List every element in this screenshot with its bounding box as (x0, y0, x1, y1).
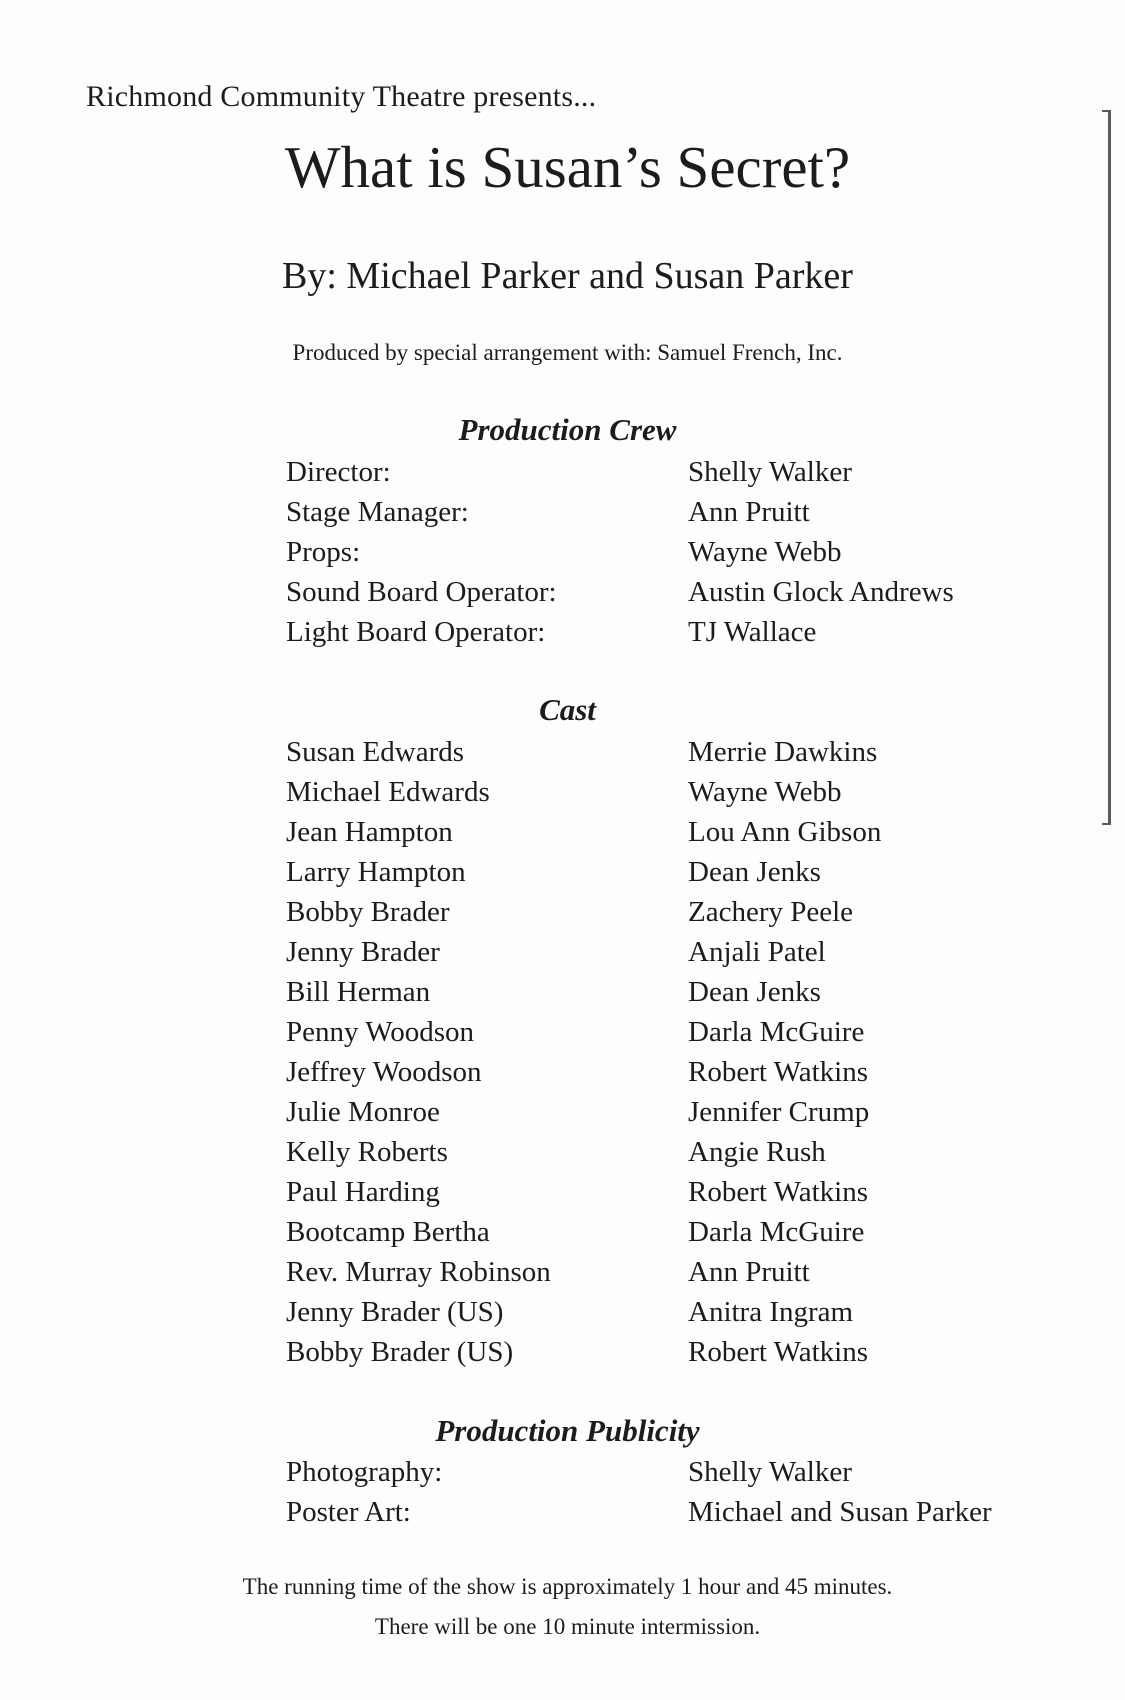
cast-row (286, 972, 1086, 1012)
cast-actor: Wayne Webb (688, 776, 842, 808)
cast-row (286, 1332, 1086, 1372)
cast-role: Julie Monroe (286, 1096, 440, 1128)
cast-actor: Anitra Ingram (688, 1296, 854, 1328)
cast-actor: Anjali Patel (688, 936, 826, 968)
cast-role: Bobby Brader (US) (286, 1336, 514, 1368)
byline: By: Michael Parker and Susan Parker (282, 255, 853, 297)
crew-row (286, 452, 1086, 492)
intermission-note: There will be one 10 minute intermission. (374, 1614, 761, 1639)
cast-row (286, 1092, 1086, 1132)
cast-row (286, 732, 1086, 772)
cast-row (286, 1212, 1086, 1252)
crew-row (286, 612, 1086, 652)
publicity-role: Poster Art: (286, 1496, 411, 1528)
crew-name: Austin Glock Andrews (688, 576, 954, 608)
production-publicity-heading: Production Publicity (435, 1413, 700, 1448)
crew-row (286, 572, 1086, 612)
publicity-name: Shelly Walker (688, 1456, 852, 1488)
publicity-row (286, 1452, 1086, 1492)
cast-role: Michael Edwards (286, 776, 490, 808)
production-publicity-list (286, 1452, 1086, 1532)
crew-name: Ann Pruitt (688, 496, 810, 528)
cast-list (286, 732, 1086, 1372)
page-edge-tick-top (1102, 110, 1110, 112)
cast-role: Larry Hampton (286, 856, 466, 888)
cast-role: Jenny Brader (286, 936, 440, 968)
crew-row (286, 492, 1086, 532)
cast-actor: Robert Watkins (688, 1056, 868, 1088)
production-crew-list (286, 452, 1086, 652)
cast-row (286, 892, 1086, 932)
publicity-name: Michael and Susan Parker (688, 1496, 992, 1528)
cast-role: Bootcamp Bertha (286, 1216, 490, 1248)
crew-name: Shelly Walker (688, 456, 852, 488)
cast-actor: Lou Ann Gibson (688, 816, 882, 848)
cast-role: Rev. Murray Robinson (286, 1256, 551, 1288)
cast-role: Susan Edwards (286, 736, 465, 768)
cast-heading: Cast (539, 692, 596, 727)
cast-row (286, 1172, 1086, 1212)
cast-role: Jeffrey Woodson (286, 1056, 482, 1088)
crew-role: Director: (286, 456, 391, 488)
cast-row (286, 1012, 1086, 1052)
cast-actor: Dean Jenks (688, 856, 821, 888)
crew-role: Light Board Operator: (286, 616, 546, 648)
cast-actor: Darla McGuire (688, 1216, 865, 1248)
cast-role: Kelly Roberts (286, 1136, 448, 1168)
page-edge-tick-bottom (1102, 823, 1110, 825)
cast-row (286, 1292, 1086, 1332)
cast-row (286, 852, 1086, 892)
cast-role: Bobby Brader (286, 896, 450, 928)
cast-actor: Jennifer Crump (688, 1096, 870, 1128)
page-edge-bracket (1108, 110, 1111, 825)
cast-row (286, 812, 1086, 852)
cast-actor: Robert Watkins (688, 1176, 868, 1208)
cast-role: Paul Harding (286, 1176, 440, 1208)
cast-row (286, 1252, 1086, 1292)
production-crew-heading: Production Crew (458, 412, 677, 447)
crew-name: TJ Wallace (688, 616, 817, 648)
crew-role: Sound Board Operator: (286, 576, 557, 608)
running-time-note: The running time of the show is approximately 1 hour and 45 minutes. (242, 1574, 893, 1599)
cast-actor: Robert Watkins (688, 1336, 868, 1368)
arrangement-note: Produced by special arrangement with: Samuel French, Inc. (292, 340, 843, 365)
cast-row (286, 772, 1086, 812)
cast-actor: Darla McGuire (688, 1016, 865, 1048)
crew-name: Wayne Webb (688, 536, 842, 568)
cast-actor: Zachery Peele (688, 896, 854, 928)
crew-row (286, 532, 1086, 572)
play-title: What is Susan’s Secret? (284, 134, 851, 200)
cast-row (286, 1132, 1086, 1172)
cast-actor: Merrie Dawkins (688, 736, 878, 768)
cast-role: Jenny Brader (US) (286, 1296, 504, 1328)
cast-role: Bill Herman (286, 976, 431, 1008)
cast-actor: Dean Jenks (688, 976, 821, 1008)
publicity-row (286, 1492, 1086, 1532)
cast-role: Penny Woodson (286, 1016, 475, 1048)
presenter-line: Richmond Community Theatre presents... (86, 80, 597, 113)
cast-role: Jean Hampton (286, 816, 453, 848)
cast-row (286, 1052, 1086, 1092)
crew-role: Props: (286, 536, 361, 568)
publicity-role: Photography: (286, 1456, 443, 1488)
cast-actor: Ann Pruitt (688, 1256, 810, 1288)
crew-role: Stage Manager: (286, 496, 469, 528)
cast-actor: Angie Rush (688, 1136, 826, 1168)
cast-row (286, 932, 1086, 972)
